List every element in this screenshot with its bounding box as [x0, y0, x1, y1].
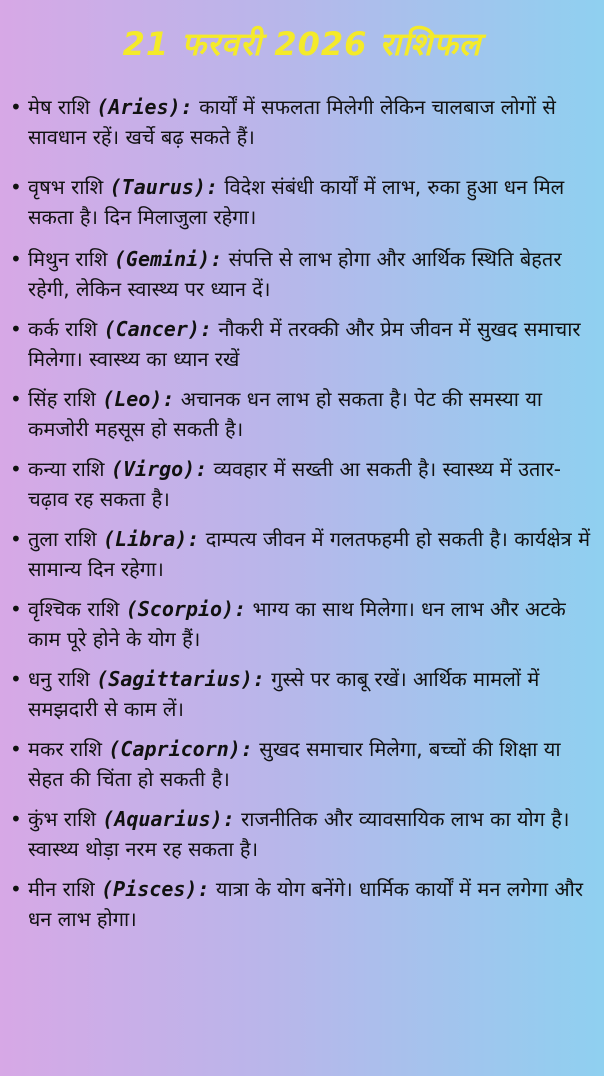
sign-name-hindi: कन्या राशि [28, 457, 105, 481]
bullet-icon: • [10, 877, 22, 901]
bullet-icon: • [10, 317, 22, 341]
bullet-icon: • [10, 387, 22, 411]
sign-name-hindi: मकर राशि [28, 737, 102, 761]
sign-name-english: (Aquarius): [102, 807, 235, 831]
bullet-icon: • [10, 807, 22, 831]
list-item-capricorn [10, 734, 594, 794]
sign-name-hindi: मिथुन राशि [28, 247, 108, 271]
sign-name-hindi: वृश्चिक राशि [28, 597, 120, 621]
sign-prediction: व्यवहार में सख्ती आ सकती है। स्वास्थ्य में उतार-चढ़ाव रह सकता है। [28, 457, 562, 511]
list-item-sagittarius [10, 664, 594, 724]
sign-name-english: (Sagittarius): [96, 667, 265, 691]
sign-name-english: (Virgo): [110, 457, 208, 481]
sign-name-english: (Scorpio): [125, 597, 247, 621]
bullet-icon: • [10, 667, 22, 691]
bullet-icon: • [10, 95, 22, 119]
sign-name-english: (Aries): [96, 95, 193, 119]
sign-name-english: (Capricorn): [108, 737, 253, 761]
bullet-icon: • [10, 527, 22, 551]
list-item-aries [10, 92, 594, 152]
sign-name-english: (Pisces): [101, 877, 210, 901]
sign-prediction: विदेश संबंधी कार्यों में लाभ, रुका हुआ धन मिल सकता है। दिन मिलाजुला रहेगा। [28, 175, 565, 229]
sign-name-english: (Taurus): [109, 175, 218, 199]
sign-prediction: सुखद समाचार मिलेगा, बच्चों की शिक्षा या सेहत की चिंता हो सकती है। [28, 737, 561, 791]
sign-name-english: (Gemini): [113, 247, 223, 271]
sign-prediction: कार्यों में सफलता मिलेगी लेकिन चालबाज लोगों से सावधान रहें। खर्चे बढ़ सकते हैं। [28, 95, 556, 149]
sign-name-hindi: वृषभ राशि [28, 175, 104, 199]
sign-prediction: दाम्पत्य जीवन में गलतफहमी हो सकती है। कार्यक्षेत्र में सामान्य दिन रहेगा। [28, 527, 591, 581]
sign-name-english: (Leo): [102, 387, 175, 411]
page-title: 21 फरवरी 2026 राशिफल [122, 25, 482, 63]
list-item-taurus [10, 172, 594, 232]
list-item-pisces [10, 874, 594, 934]
sign-name-hindi: मीन राशि [28, 877, 95, 901]
sign-name-hindi: मेष राशि [28, 95, 91, 119]
sign-name-hindi: कुंभ राशि [28, 807, 96, 831]
sign-prediction: अचानक धन लाभ हो सकता है। पेट की समस्या या कमजोरी महसूस हो सकती है। [28, 387, 543, 441]
sign-prediction: संपत्ति से लाभ होगा और आर्थिक स्थिति बेहतर रहेगी, लेकिन स्वास्थ्य पर ध्यान दें। [28, 247, 562, 301]
sign-name-hindi: सिंह राशि [28, 387, 96, 411]
list-item-virgo [10, 454, 594, 514]
sign-prediction: यात्रा के योग बनेंगे। धार्मिक कार्यों में मन लगेगा और धन लाभ होगा। [28, 877, 584, 931]
list-item-scorpio [10, 594, 594, 654]
bullet-icon: • [10, 737, 22, 761]
sign-prediction: भाग्य का साथ मिलेगा। धन लाभ और अटके काम पूरे होने के योग हैं। [28, 597, 566, 651]
sign-name-hindi: धनु राशि [28, 667, 90, 691]
list-item-gemini [10, 244, 594, 304]
list-item-libra [10, 524, 594, 584]
list-item-aquarius [10, 804, 594, 864]
sign-prediction: राजनीतिक और व्यावसायिक लाभ का योग है। स्वास्थ्य थोड़ा नरम रह सकता है। [28, 807, 570, 861]
sign-prediction: नौकरी में तरक्की और प्रेम जीवन में सुखद समाचार मिलेगा। स्वास्थ्य का ध्यान रखें [28, 317, 581, 371]
bullet-icon: • [10, 457, 22, 481]
list-item-cancer [10, 314, 594, 374]
sign-name-hindi: कर्क राशि [28, 317, 98, 341]
sign-name-english: (Libra): [103, 527, 200, 551]
sign-name-hindi: तुला राशि [28, 527, 97, 551]
bullet-icon: • [10, 597, 22, 621]
sign-name-english: (Cancer): [103, 317, 212, 341]
sign-prediction: गुस्से पर काबू रखें। आर्थिक मामलों में समझदारी से काम लें। [28, 667, 540, 721]
bullet-icon: • [10, 247, 22, 271]
list-item-leo [10, 384, 594, 444]
bullet-icon: • [10, 175, 22, 199]
